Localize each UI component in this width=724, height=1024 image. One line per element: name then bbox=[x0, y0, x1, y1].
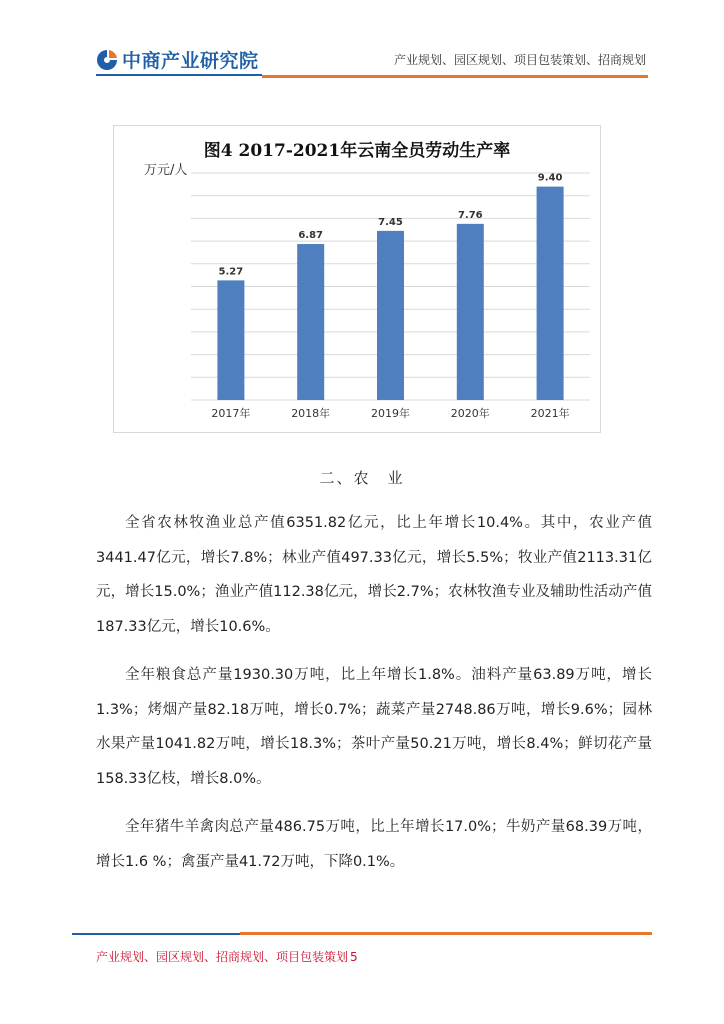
x-tick-label: 2021年 bbox=[530, 407, 570, 420]
footer-text bbox=[96, 948, 358, 965]
chart-frame bbox=[113, 125, 601, 433]
logo-text: 中商产业研究院 bbox=[122, 50, 259, 72]
logo-mark-icon bbox=[96, 49, 118, 71]
bar-2017年 bbox=[217, 280, 244, 400]
company-logo bbox=[96, 46, 259, 73]
bar-2018年 bbox=[297, 244, 324, 400]
data-label: 7.45 bbox=[378, 216, 403, 228]
x-tick-label: 2020年 bbox=[450, 407, 490, 420]
header-divider-blue bbox=[96, 74, 262, 76]
page-number: 5 bbox=[350, 950, 358, 964]
data-label: 6.87 bbox=[298, 230, 324, 242]
x-tick-label: 2019年 bbox=[371, 407, 410, 420]
footer-divider-orange bbox=[240, 932, 652, 935]
footer-tagline: 产业规划、园区规划、招商规划、项目包装策划 bbox=[96, 950, 349, 964]
data-label: 5.27 bbox=[218, 266, 244, 278]
bar-2021年 bbox=[537, 187, 564, 400]
section-heading: 二、农 业 bbox=[319, 469, 405, 487]
x-tick-label: 2017年 bbox=[211, 407, 251, 420]
footer-divider-blue bbox=[72, 933, 240, 935]
x-tick-label: 2018年 bbox=[291, 407, 331, 420]
y-axis-unit: 万元/人 bbox=[144, 163, 188, 178]
paragraph-livestock-output: 全年猪牛羊禽肉总产量486.75万吨，比上年增长17.0%；牛奶产量68.39万吨，增长1.6 %；禽蛋产量41.72万吨，下降0.1%。 bbox=[96, 819, 652, 870]
bar-2020年 bbox=[457, 224, 484, 400]
header-tagline: 产业规划、园区规划、项目包装策划、招商规划 bbox=[393, 53, 646, 67]
paragraph-crop-output: 全年粮食总产量1930.30万吨，比上年增长1.8%。油料产量63.89万吨，增长1.3%；烤烟产量82.18万吨，增长0.7%；蔬菜产量2748.86万吨，增长9.6%；园林水果产量1041.82万吨，增长18.3%；茶叶产量50.21万吨，增长8.4%；鲜切花产量158.33亿枝，增长8.0%。 bbox=[96, 667, 652, 787]
bar-2019年 bbox=[377, 231, 404, 400]
chart-title: 图4 2017-2021年云南全员劳动生产率 bbox=[203, 141, 511, 161]
paragraph-agriculture-output: 全省农林牧渔业总产值6351.82亿元，比上年增长10.4%。其中，农业产值3441.47亿元，增长7.8%；林业产值497.33亿元，增长5.5%；牧业产值2113.31亿元，增长15.0%；渔业产值112.38亿元，增长2.7%；农林牧渔专业及辅助性活动产值187.33亿元，增长10.6%。 bbox=[96, 515, 652, 635]
header-divider-orange bbox=[262, 75, 648, 78]
data-label: 9.40 bbox=[537, 172, 563, 184]
data-label: 7.76 bbox=[457, 209, 483, 221]
